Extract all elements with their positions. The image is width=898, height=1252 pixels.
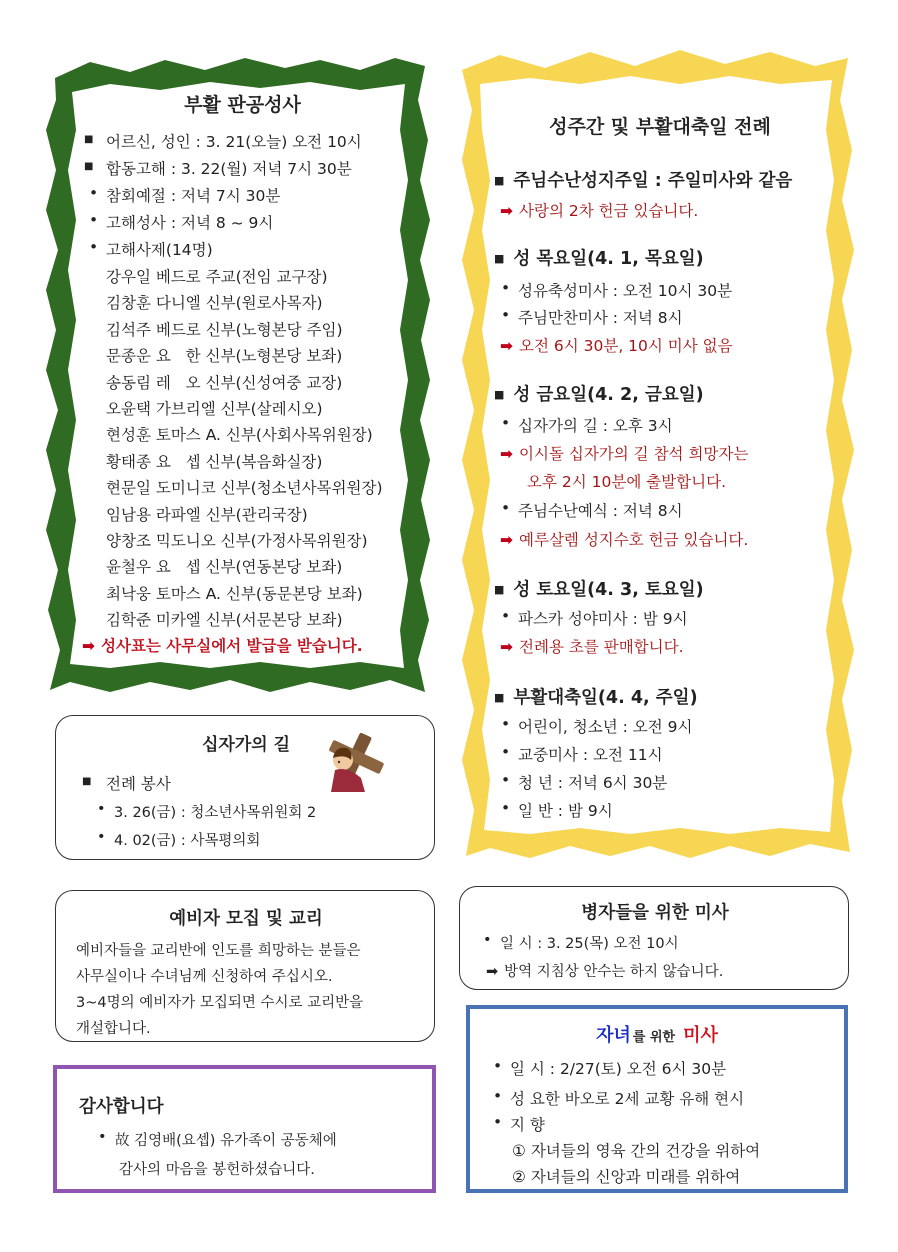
priest-item: 강우일 베드로 주교(전임 교구장) <box>106 268 328 286</box>
stations-box <box>55 715 435 860</box>
arrow-icon: ➡ <box>486 964 499 980</box>
confession-title: 부활 판공성사 <box>184 94 301 116</box>
stations-head-text: 전례 봉사 <box>106 775 171 793</box>
catechumen-line: 사무실이나 수녀님께 신청하여 주십시오. <box>76 969 333 985</box>
friday-note2-text: 예루살렘 성지수호 헌금 있습니다. <box>519 531 749 549</box>
easter-item: • 어린이, 청소년 : 오전 9시 <box>518 715 692 737</box>
children-line: • 일 시 : 2/27(토) 오전 6시 30분 <box>510 1057 726 1079</box>
sick-mass-note <box>486 960 723 981</box>
sick-mass-note-text: 방역 지침상 안수는 하지 않습니다. <box>504 964 724 980</box>
thursday-note-text: 오전 6시 30분, 10시 미사 없음 <box>519 337 733 355</box>
thanks-line: • 故 김영배(요셉) 유가족이 공동체에 <box>115 1129 337 1150</box>
children-mass-box <box>466 1005 848 1193</box>
arrow-icon: ➡ <box>500 445 513 463</box>
confession-note-text: 성사표는 사무실에서 발급을 받습니다. <box>101 637 363 655</box>
priest-item: 김창훈 다니엘 신부(원로사목자) <box>106 294 323 313</box>
priest-item: 김석주 베드로 신부(노형본당 주임) <box>106 320 343 339</box>
palm-note <box>500 199 698 221</box>
arrow-icon: ➡ <box>500 638 513 656</box>
priest-item: 임남용 라파엘 신부(관리국장) <box>106 505 308 524</box>
sick-mass-title: 병자들을 위한 미사 <box>581 903 729 923</box>
palm-note-text: 사랑의 2차 헌금 있습니다. <box>519 202 699 220</box>
arrow-icon: ➡ <box>500 337 513 355</box>
thursday-head: ■ 성 목요일(4. 1, 목요일) <box>494 245 704 270</box>
arrow-icon: ➡ <box>82 637 95 655</box>
arrow-icon: ➡ <box>500 202 513 220</box>
confession-item: • 고해사제(14명) <box>106 238 213 260</box>
sick-mass-box <box>459 886 849 990</box>
priest-item: 양창조 믹도니오 신부(가정사목위원장) <box>106 532 368 550</box>
friday-note1 <box>500 442 748 464</box>
saturday-note <box>500 635 684 657</box>
cross-bearer-illustration <box>321 730 387 794</box>
children-title-b: 를 위한 <box>632 1030 676 1045</box>
friday-head: ■ 성 금요일(4. 2, 금요일) <box>494 381 704 406</box>
confession-note <box>82 634 363 656</box>
holyweek-title: 성주간 및 부활대축일 전례 <box>549 116 771 138</box>
friday-note2 <box>500 528 748 550</box>
priest-item: 송동림 레 오 신부(신성여중 교장) <box>106 373 343 392</box>
confession-item: • 참회예절 : 저녁 7시 30분 <box>106 184 280 206</box>
stations-item: • 4. 02(금) : 사목평의회 <box>114 829 260 850</box>
friday-note1a-text: 이시돌 십자가의 길 참석 희망자는 <box>519 445 749 463</box>
stations-head <box>82 772 171 794</box>
priest-item: 최낙웅 토마스 A. 신부(동문본당 보좌) <box>106 584 363 603</box>
saturday-head: ■ 성 토요일(4. 3, 토요일) <box>494 576 704 601</box>
priest-item: 현성훈 토마스 A. 신부(사회사목위원장) <box>106 426 373 445</box>
thanks-title: 감사합니다 <box>79 1097 164 1117</box>
thursday-item: • 주님만찬미사 : 저녁 8시 <box>518 306 683 328</box>
confession-item: ■ 합동고해 : 3. 22(월) 저녁 7시 30분 <box>106 157 352 179</box>
catechumen-line: 예비자들을 교리반에 인도를 희망하는 분들은 <box>76 943 361 959</box>
children-line: ② 자녀들의 신앙과 미래를 위하여 <box>512 1168 741 1186</box>
friday-item: • 십자가의 길 : 오후 3시 <box>518 414 673 436</box>
easter-item: • 교중미사 : 오전 11시 <box>518 743 663 765</box>
thursday-item: • 성유축성미사 : 오전 10시 30분 <box>518 279 732 301</box>
priest-item: 윤철우 요 셉 신부(연동본당 보좌) <box>106 558 343 577</box>
thanks-box <box>53 1065 436 1193</box>
catechumen-title: 예비자 모집 및 교리 <box>169 909 323 929</box>
stations-item: • 3. 26(금) : 청소년사목위원회 2 <box>114 801 316 822</box>
confession-item: ■ 어르신, 성인 : 3. 21(오늘) 오전 10시 <box>106 130 362 152</box>
saturday-note-text: 전례용 초를 판매합니다. <box>519 638 684 656</box>
priest-item: 김학준 미카엘 신부(서문본당 보좌) <box>106 611 343 630</box>
square-bullet-icon: ■ <box>82 776 92 787</box>
friday-note1b-text: 오후 2시 10분에 출발합니다. <box>527 473 727 491</box>
children-line: • 지 향 <box>510 1113 545 1135</box>
friday-item: • 주님수난예식 : 저녁 8시 <box>518 499 683 521</box>
children-line: • 성 요한 바오로 2세 교황 유해 현시 <box>510 1087 744 1109</box>
children-line: ① 자녀들의 영육 간의 건강을 위하여 <box>512 1142 761 1160</box>
children-title-a: 자녀 <box>596 1025 631 1046</box>
easter-item: • 일 반 : 밤 9시 <box>518 799 613 821</box>
easter-head: ■ 부활대축일(4. 4, 주일) <box>494 684 698 709</box>
priest-item: 현문일 도미니코 신부(청소년사목위원장) <box>106 479 383 498</box>
easter-item: • 청 년 : 저녁 6시 30분 <box>518 771 667 793</box>
sick-mass-line: • 일 시 : 3. 25(목) 오전 10시 <box>500 932 679 953</box>
thursday-note <box>500 334 733 356</box>
priest-item: 문종운 요 한 신부(노형본당 보좌) <box>106 347 343 366</box>
children-mass-title <box>470 1021 844 1047</box>
confession-item: • 고해성사 : 저녁 8 ~ 9시 <box>106 211 273 233</box>
catechumen-line: 3~4명의 예비자가 모집되면 수시로 교리반을 <box>76 995 364 1011</box>
saturday-item: • 파스카 성야미사 : 밤 9시 <box>518 607 688 629</box>
thanks-line: 감사의 마음을 봉헌하셨습니다. <box>119 1162 315 1178</box>
palm-sunday-head: ■ 주님수난성지주일 : 주일미사와 같음 <box>494 167 792 192</box>
children-title-c: 미사 <box>683 1025 718 1046</box>
priest-item: 황태종 요 셉 신부(복음화실장) <box>106 452 323 471</box>
catechumen-line: 개설합니다. <box>76 1021 151 1037</box>
stations-title: 십자가의 길 <box>201 735 291 755</box>
priest-item: 오윤택 가브리엘 신부(살레시오) <box>106 400 323 418</box>
catechumen-box <box>55 890 435 1042</box>
arrow-icon: ➡ <box>500 531 513 549</box>
